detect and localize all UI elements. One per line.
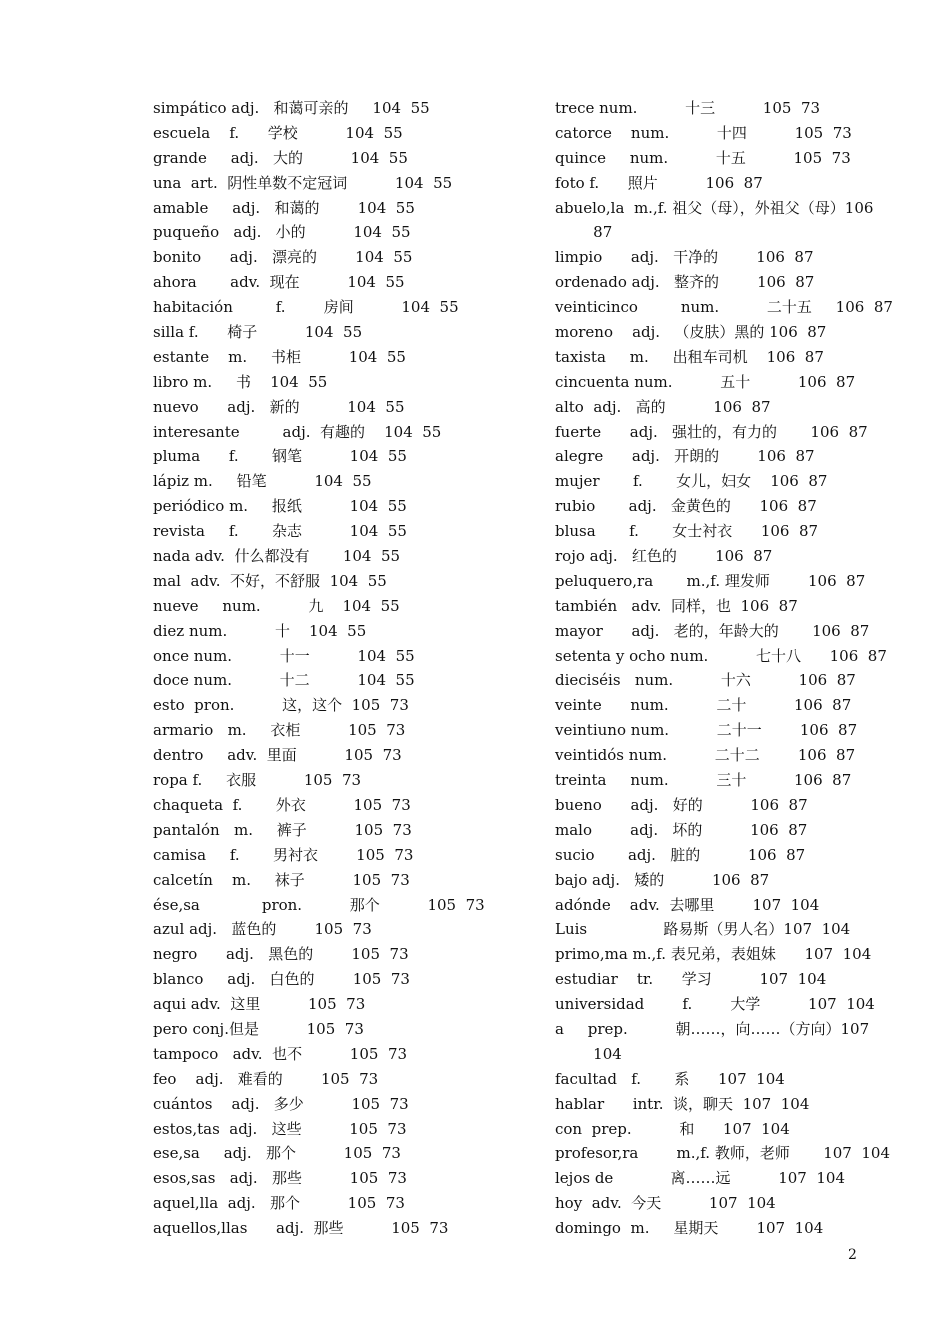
vocab-entry: setenta y ocho num. 七十八 106 87 <box>555 646 887 665</box>
vocab-entry: rubio adj. 金黄色的 106 87 <box>555 497 817 516</box>
vocab-entry: mujer f. 女儿，妇女 106 87 <box>555 472 828 491</box>
vocab-entry: treinta num. 三十 106 87 <box>555 771 852 790</box>
vocab-entry: calcetín m. 袜子 105 73 <box>153 870 410 889</box>
vocab-entry: primo,ma m.,f. 表兄弟，表姐妹 107 104 <box>555 945 872 964</box>
vocab-entry: domingo m. 星期天 107 104 <box>555 1219 824 1238</box>
vocab-entry: once num. 十一 104 55 <box>153 646 415 665</box>
vocab-entry: dentro adv. 里面 105 73 <box>153 746 402 765</box>
vocab-entry: blanco adj. 白色的 105 73 <box>153 970 410 989</box>
left-vocabulary-column <box>153 96 533 1241</box>
vocab-entry: simpático adj. 和蔼可亲的 104 55 <box>153 99 430 117</box>
vocab-entry: veinticinco num. 二十五 106 87 <box>555 298 893 317</box>
vocab-entry: grande adj. 大的 104 55 <box>153 148 408 167</box>
vocab-entry: esto pron. 这，这个 105 73 <box>153 696 409 715</box>
vocab-entry: mayor adj. 老的，年龄大的 106 87 <box>555 621 870 640</box>
vocab-entry: armario m. 衣柜 105 73 <box>153 721 406 740</box>
vocab-entry: amable adj. 和蔼的 104 55 <box>153 198 415 217</box>
vocab-entry: puqueño adj. 小的 104 55 <box>153 223 411 242</box>
vocab-entry: doce num. 十二 104 55 <box>153 671 415 690</box>
vocab-entry: facultad f. 系 107 104 <box>555 1069 785 1088</box>
vocab-entry: sucio adj. 脏的 106 87 <box>555 845 806 864</box>
vocab-entry: veintiuno num. 二十一 106 87 <box>555 721 858 740</box>
vocab-entry: libro m. 书 104 55 <box>153 372 328 391</box>
vocab-entry: taxista m. 出租车司机 106 87 <box>555 347 824 366</box>
vocab-entry: interesante adj. 有趣的 104 55 <box>153 422 442 441</box>
vocab-entry: veinte num. 二十 106 87 <box>555 696 852 715</box>
vocab-entry: blusa f. 女士衬衣 106 87 <box>555 522 819 541</box>
vocab-entry: nada adv. 什么都没有 104 55 <box>153 547 401 566</box>
vocab-entry: cuántos adj. 多少 105 73 <box>153 1094 409 1113</box>
vocab-entry: chaqueta f. 外衣 105 73 <box>153 795 411 814</box>
vocab-entry: a prep. 朝……，向……（方向）107 <box>555 1019 870 1038</box>
vocab-entry: alto adj. 高的 106 87 <box>555 397 771 416</box>
vocab-entry: ése,sa pron. 那个 105 73 <box>153 895 485 914</box>
vocab-entry: silla f. 椅子 104 55 <box>153 323 363 342</box>
vocab-entry: universidad f. 大学 107 104 <box>555 995 875 1014</box>
vocab-entry: peluquero,ra m.,f. 理发师 106 87 <box>555 571 866 590</box>
vocab-entry: veintidós num. 二十二 106 87 <box>555 746 856 765</box>
vocab-entry: negro adj. 黑色的 105 73 <box>153 945 409 964</box>
vocab-entry: pero conj.但是 105 73 <box>153 1019 364 1038</box>
vocab-entry: dieciséis num. 十六 106 87 <box>555 671 856 690</box>
vocab-entry: camisa f. 男衬衣 105 73 <box>153 845 414 864</box>
vocab-entry: rojo adj. 红色的 106 87 <box>555 547 773 566</box>
vocab-entry: escuela f. 学校 104 55 <box>153 123 403 142</box>
vocab-entry: profesor,ra m.,f. 教师，老师 107 104 <box>555 1144 890 1163</box>
vocab-entry: Luis 路易斯（男人名）107 104 <box>555 920 851 939</box>
vocab-entry: lejos de 离……远 107 104 <box>555 1169 845 1188</box>
vocab-entry: pantalón m. 裤子 105 73 <box>153 820 412 839</box>
vocab-entry: nueve num. 九 104 55 <box>153 596 400 615</box>
right-vocabulary-column <box>555 96 893 1241</box>
vocab-entry: aquellos,llas adj. 那些 105 73 <box>153 1219 449 1238</box>
vocab-entry: pluma f. 钢笔 104 55 <box>153 447 407 466</box>
vocab-entry: ropa f. 衣服 105 73 <box>153 771 362 790</box>
vocab-entry: habitación f. 房间 104 55 <box>153 298 459 317</box>
vocab-entry: tampoco adv. 也不 105 73 <box>153 1044 408 1063</box>
vocab-entry: trece num. 十三 105 73 <box>555 99 821 117</box>
vocab-entry: limpio adj. 干净的 106 87 <box>555 248 814 267</box>
vocab-entry: fuerte adj. 强壮的，有力的 106 87 <box>555 422 868 441</box>
vocab-entry: abuelo,la m.,f. 祖父（母），外祖父（母）106 <box>555 198 874 217</box>
vocab-entry: estos,tas adj. 这些 105 73 <box>153 1119 407 1138</box>
vocab-entry: ordenado adj. 整齐的 106 87 <box>555 273 815 292</box>
vocab-entry: malo adj. 坏的 106 87 <box>555 820 808 839</box>
page-number: 2 <box>848 1247 857 1263</box>
vocab-entry: aqui adv. 这里 105 73 <box>153 995 366 1014</box>
vocab-entry: aquel,lla adj. 那个 105 73 <box>153 1194 405 1213</box>
vocab-entry: azul adj. 蓝色的 105 73 <box>153 920 372 939</box>
vocab-entry: quince num. 十五 105 73 <box>555 148 851 167</box>
vocab-entry: hoy adv. 今天 107 104 <box>555 1194 776 1213</box>
vocab-entry: lápiz m. 铅笔 104 55 <box>153 472 372 491</box>
vocab-entry: feo adj. 难看的 105 73 <box>153 1069 379 1088</box>
vocab-entry: estante m. 书柜 104 55 <box>153 347 406 366</box>
vocab-entry: mal adv. 不好，不舒服 104 55 <box>153 571 387 590</box>
vocab-entry: foto f. 照片 106 87 <box>555 173 763 192</box>
vocab-entry: alegre adj. 开朗的 106 87 <box>555 447 815 466</box>
vocab-entry: 87 <box>555 223 613 242</box>
vocab-entry: moreno adj. （皮肤）黑的 106 87 <box>555 323 827 342</box>
vocab-entry: bonito adj. 漂亮的 104 55 <box>153 248 413 267</box>
vocab-entry: catorce num. 十四 105 73 <box>555 123 852 142</box>
vocab-entry: ese,sa adj. 那个 105 73 <box>153 1144 401 1163</box>
vocab-entry: bajo adj. 矮的 106 87 <box>555 870 770 889</box>
vocab-entry: periódico m. 报纸 104 55 <box>153 497 407 516</box>
vocab-entry: 104 <box>555 1044 622 1063</box>
vocab-entry: con prep. 和 107 104 <box>555 1119 790 1138</box>
vocab-entry: nuevo adj. 新的 104 55 <box>153 397 405 416</box>
vocab-entry: diez num. 十 104 55 <box>153 621 367 640</box>
vocab-entry: una art. 阴性单数不定冠词 104 55 <box>153 173 453 192</box>
vocab-entry: también adv. 同样，也 106 87 <box>555 596 798 615</box>
vocab-entry: estudiar tr. 学习 107 104 <box>555 970 827 989</box>
vocab-entry: esos,sas adj. 那些 105 73 <box>153 1169 407 1188</box>
vocab-entry: adónde adv. 去哪里 107 104 <box>555 895 820 914</box>
vocab-entry: bueno adj. 好的 106 87 <box>555 795 808 814</box>
vocab-entry: revista f. 杂志 104 55 <box>153 522 407 541</box>
vocab-entry: cincuenta num. 五十 106 87 <box>555 372 856 391</box>
vocab-entry: ahora adv. 现在 104 55 <box>153 273 405 292</box>
vocab-entry: hablar intr. 谈，聊天 107 104 <box>555 1094 810 1113</box>
